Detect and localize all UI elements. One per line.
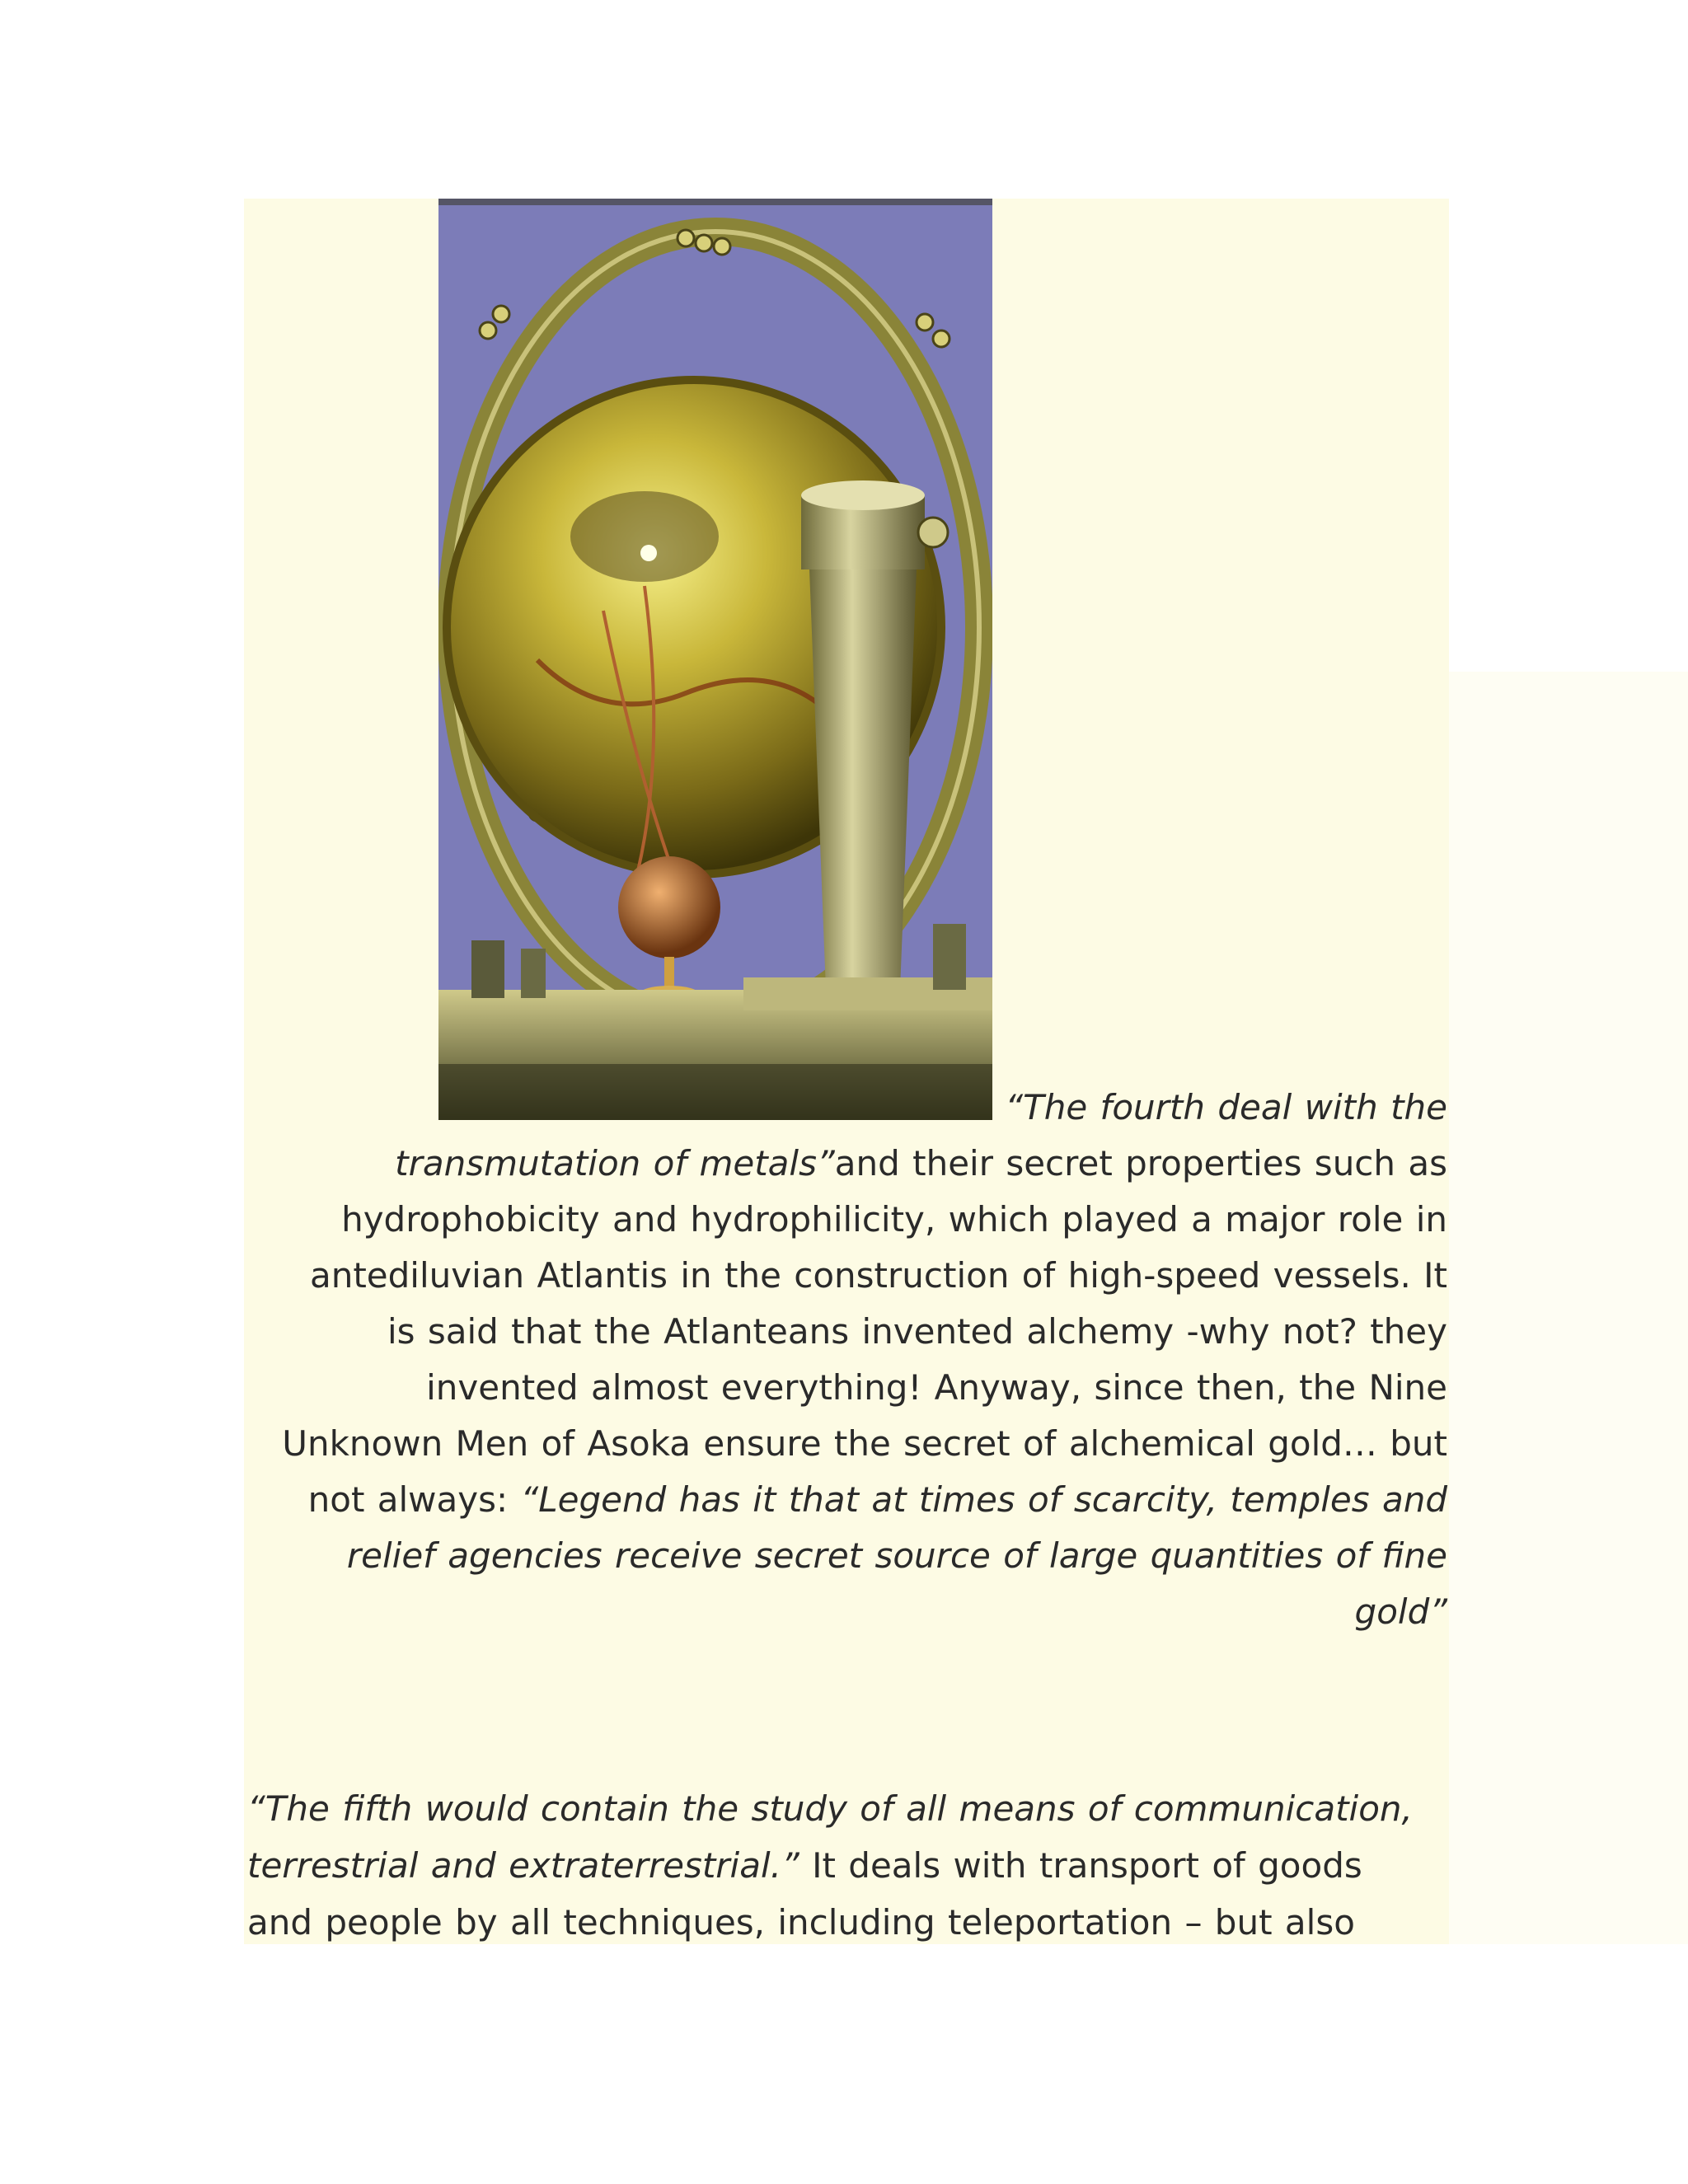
- text-line: invented almost everything! Anyway, since then, the Nine: [426, 1367, 1447, 1408]
- quote-fourth-deal: “The fourth deal with the: [1005, 1087, 1447, 1127]
- quote-legend-cont: relief agencies receive secret source of large quantities of fine: [346, 1535, 1447, 1576]
- alchemy-apparatus-photo: [438, 199, 992, 1120]
- paragraph-fourth-book: [247, 1080, 1447, 1640]
- text-span: and their secret properties such as: [834, 1143, 1447, 1183]
- text-line: [247, 1136, 1447, 1192]
- text-span: not always:: [307, 1479, 521, 1520]
- page-background-extension: [1449, 672, 1688, 1944]
- quote-transmutation: transmutation of metals”: [395, 1143, 835, 1183]
- paragraph-fifth-book: [247, 1780, 1447, 1951]
- text-line: [247, 1080, 1447, 1136]
- text-span: It deals with transport of goods: [799, 1845, 1362, 1886]
- text-line: [247, 1584, 1447, 1640]
- quote-legend-end: gold”: [1354, 1591, 1447, 1632]
- text-line: [247, 1528, 1447, 1584]
- quote-legend: “Legend has it that at times of scarcity, temples and: [520, 1479, 1447, 1520]
- text-line: antediluvian Atlantis in the construction of high-speed vessels. It: [309, 1255, 1447, 1296]
- quote-terrestrial: terrestrial and extraterrestrial.”: [247, 1845, 799, 1886]
- text-line: and people by all techniques, including teleportation – but also: [247, 1902, 1355, 1943]
- text-line: [247, 1472, 1447, 1528]
- text-line: Unknown Men of Asoka ensure the secret of alchemical gold… but: [282, 1423, 1447, 1464]
- text-line: hydrophobicity and hydrophilicity, which played a major role in: [341, 1199, 1447, 1240]
- text-line: is said that the Atlanteans invented alchemy -why not? they: [387, 1311, 1447, 1352]
- text-line: [247, 1837, 1447, 1894]
- quote-fifth: “The fifth would contain the study of all means of communication,: [247, 1788, 1413, 1829]
- text-line: [247, 1780, 1447, 1837]
